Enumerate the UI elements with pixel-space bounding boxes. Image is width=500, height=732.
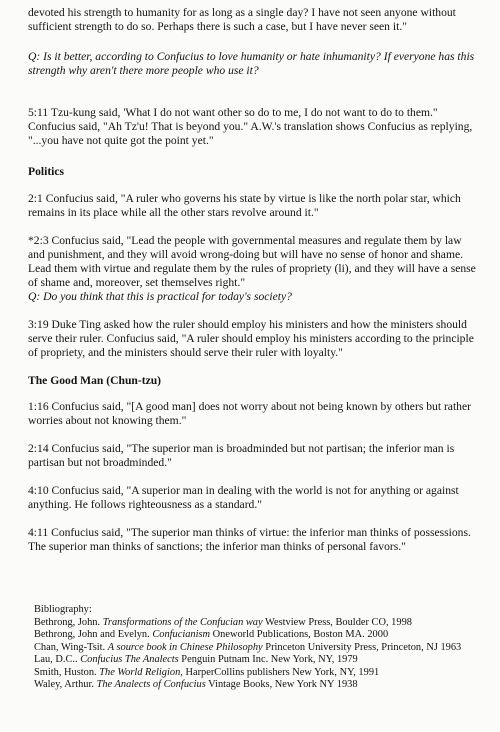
bibliography-entry: Bethrong, John and Evelyn. Confucianism Oneworld Publications, Boston MA. 2000: [34, 629, 389, 640]
question-love-humanity: Q: Is it better, according to Confucius to love humanity or hate inhumanity? If everyone has this strength why aren't there more people who use it?: [28, 50, 475, 77]
bibliography-heading: Bibliography:: [34, 604, 92, 615]
bibliography: [34, 604, 474, 692]
bibliography-entry: Chan, Wing-Tsit. A source book in Chinese Philosophy Princeton University Press, Princeton, NJ 1963: [34, 641, 462, 653]
bibliography-entry: Smith, Huston. The World Religion, HarperCollins publishers New York, NY, 1991: [34, 666, 380, 678]
paragraph-4-10: 4:10 Confucius said, "A superior man in dealing with the world is not for anything or against anything. He follows righteousness as a standard.": [28, 484, 459, 511]
paragraph-2-1: 2:1 Confucius said, "A ruler who governs his state by virtue is like the north polar star, which remains in its place while all the other stars revolve around it.": [28, 192, 461, 219]
paragraph-2-3: *2:3 Confucius said, "Lead the people with governmental measures and regulate them by law and punishment, and they will avoid wrong-doing but will have no sense of honor and shame. Lead them with virtue and regulate them by the rules of propriety (li), and they will have a sense of shame and, moreover, set themselves right.": [28, 234, 476, 289]
paragraph-4-11: 4:11 Confucius said, "The superior man thinks of virtue: the inferior man thinks of possessions. The superior man thinks of sanctions; the inferior man thinks of personal favors.": [28, 526, 471, 553]
question-practical: Q: Do you think that this is practical for today's society?: [28, 290, 292, 303]
bibliography-entry: Lau, D.C.. Confucius The Analects Penguin Putnam Inc. New York, NY, 1979: [34, 654, 358, 665]
paragraph-4-9-continued: devoted his strength to humanity for as long as a single day? I have not seen anyone without sufficient strength to do so. Perhaps there is such a case, but I have never seen it.": [28, 6, 456, 33]
paragraph-2-14: 2:14 Confucius said, "The superior man is broadminded but not partisan; the inferior man is partisan but not broadminded.": [28, 442, 455, 469]
paragraph-5-11: 5:11 Tzu-kung said, 'What I do not want other so do to me, I do not want to do to them." Confucius said, "Ah Tz'u! That is beyond you." A.W.'s translation shows Confucius as replying, "...you have not quite got the point yet.": [28, 106, 473, 147]
paragraph-3-19: 3:19 Duke Ting asked how the ruler should employ his ministers and how the ministers should serve their ruler. Confucius said, "A ruler should employ his ministers according to the principle of propriety, and the ministers should serve their ruler with loyalty.": [28, 318, 474, 359]
heading-good-man: The Good Man (Chun-tzu): [28, 374, 162, 387]
paragraph-1-16: 1:16 Confucius said, "[A good man] does not worry about not being known by others but rather worries about not knowing them.": [28, 400, 471, 427]
bibliography-entry: Waley, Arthur. The Analects of Confucius Vintage Books, New York NY 1938: [34, 679, 358, 690]
bibliography-entry: Bethrong, John. Transformations of the Confucian way Westview Press, Boulder CO, 1998: [34, 616, 412, 628]
heading-politics: Politics: [28, 165, 65, 178]
